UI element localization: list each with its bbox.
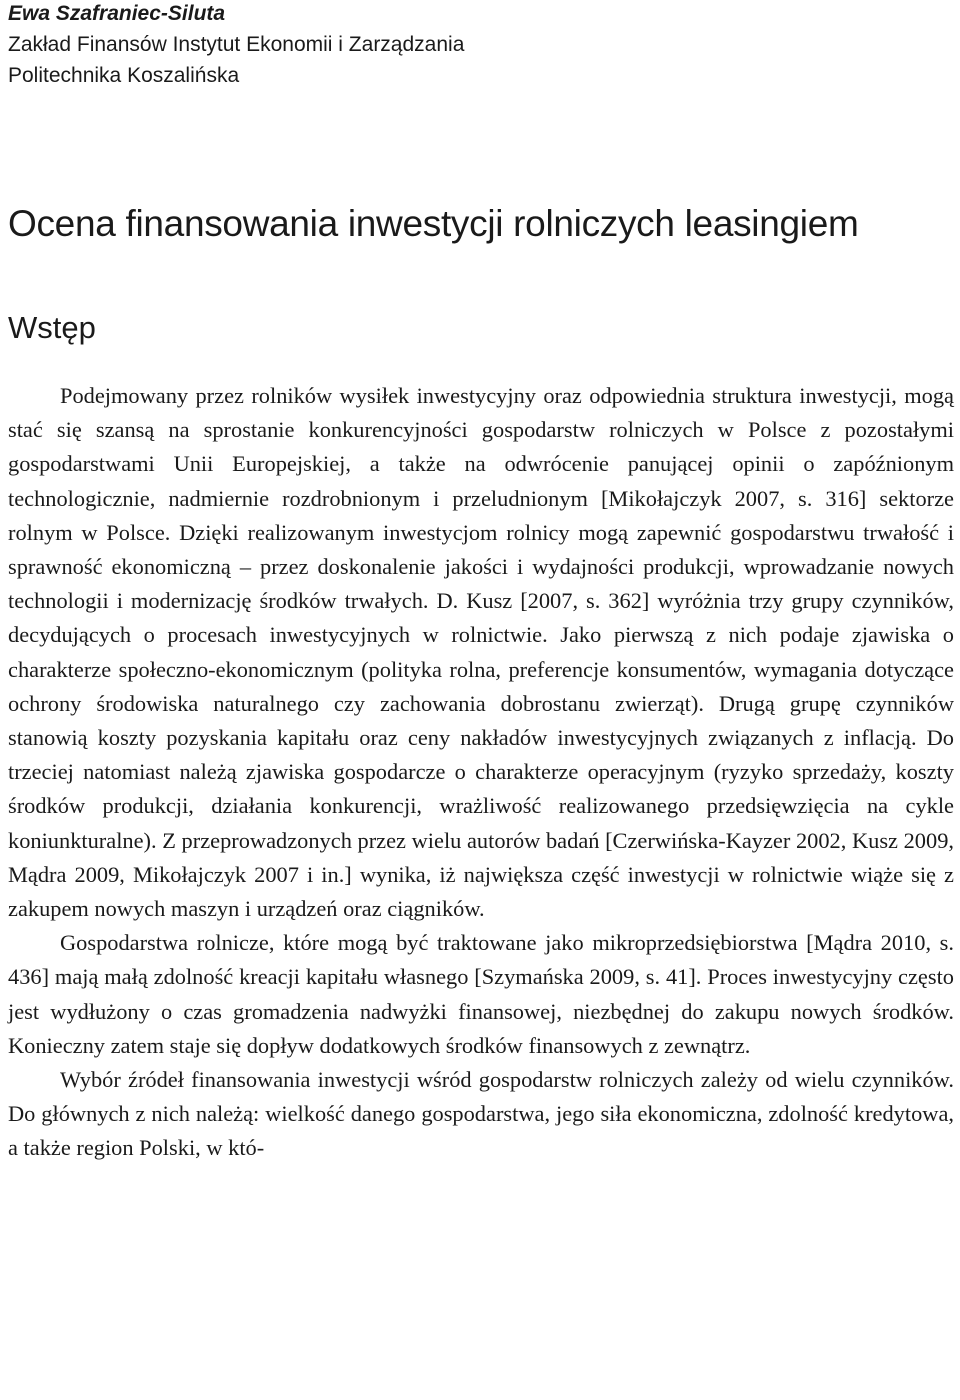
document-page xyxy=(8,0,954,1166)
paragraph: Wybór źródeł finansowania inwestycji wśród gospodarstw rolniczych zależy od wielu czynników. Do głównych z nich należą: wielkość danego gospodarstwa, jego siła ekonomiczna, zdolność kredytowa, a także region Polski, w któ- xyxy=(8,1067,954,1161)
paper-title: Ocena finansowania inwestycji rolniczych leasingiem xyxy=(8,203,859,244)
author-name: Ewa Szafraniec-Siluta xyxy=(8,2,226,25)
affiliation-university: Politechnika Koszalińska xyxy=(8,64,240,87)
paragraph: Gospodarstwa rolnicze, które mogą być traktowane jako mikroprzedsiębiorstwa [Mądra 2010, s. 436] mają małą zdolność kreacji kapitału własnego [Szymańska 2009, s. 41]. Proces inwestycyjny często jest wydłużony o czas gromadzenia nadwyżki finansowej, niezbędnej do zakupu nowych środków. Konieczny zatem staje się dopływ dodatkowych środków finansowych z zewnątrz. xyxy=(8,930,954,1058)
body-text xyxy=(8,379,954,1166)
author-block xyxy=(8,0,954,91)
section-heading: Wstęp xyxy=(8,310,96,345)
affiliation-department: Zakład Finansów Instytut Ekonomii i Zarządzania xyxy=(8,33,465,56)
paragraph: Podejmowany przez rolników wysiłek inwestycyjny oraz odpowiednia struktura inwestycji, mogą stać się szansą na sprostanie konkurencyjności gospodarstw rolniczych w Polsce z pozostałymi gospodarstwami Unii Europejskiej, a także na odwrócenie panującej opinii o zapóźnionym technologicznie, nadmiernie rozdrobnionym i przeludnionym [Mikołajczyk 2007, s. 316] sektorze rolnym w Polsce. Dzięki realizowanym inwestycjom rolnicy mogą zapewnić gospodarstwu trwałość i sprawność ekonomiczną – przez doskonalenie jakości i wydajności produkcji, wprowadzanie nowych technologii i modernizację środków trwałych. D. Kusz [2007, s. 362] wyróżnia trzy grupy czynników, decydujących o procesach inwestycyjnych w rolnictwie. Jako pierwszą z nich podaje zjawiska o charakterze społeczno-ekonomicznym (polityka rolna, preferencje konsumentów, wymagania dotyczące ochrony środowiska naturalnego czy zachowania dobrostanu zwierząt). Drugą grupę czynników stanowią koszty pozyskania kapitału oraz ceny nakładów inwestycyjnych związanych z inflacją. Do trzeciej natomiast należą zjawiska gospodarcze o charakterze operacyjnym (ryzyko sprzedaży, koszty środków produkcji, działania konkurencji, wrażliwość realizowanego przedsięwzięcia na cykle koniunkturalne). Z przeprowadzonych przez wielu autorów badań [Czerwińska-Kayzer 2002, Kusz 2009, Mądra 2009, Mikołajczyk 2007 i in.] wynika, iż największa część inwestycji w rolnictwie wiąże się z zakupem nowych maszyn i urządzeń oraz ciągników. xyxy=(8,383,954,922)
